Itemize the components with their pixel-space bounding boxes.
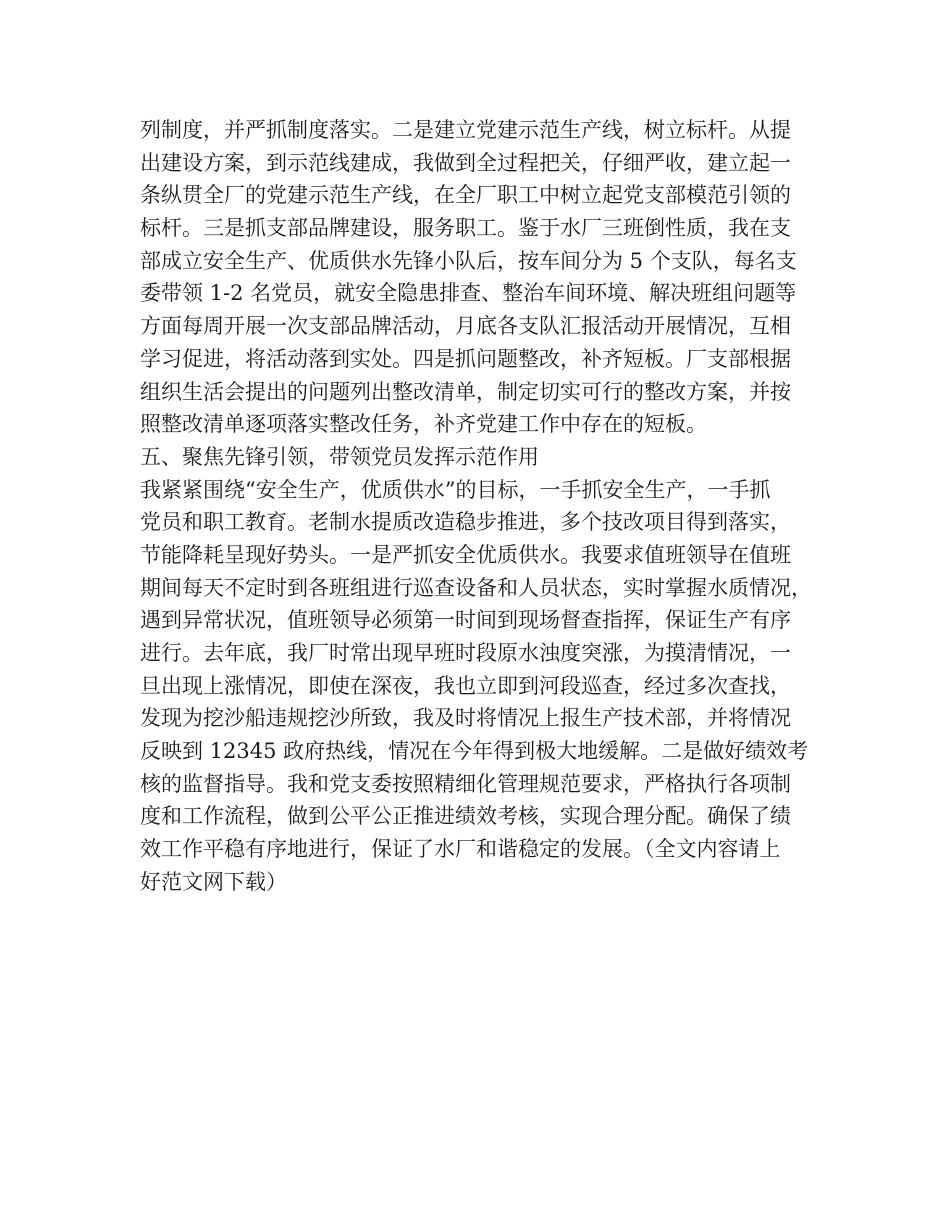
text-line: 方面每周开展一次支部品牌活动，月底各支队汇报活动开展情况，互相	[140, 314, 791, 339]
text-line: 进行。去年底，我厂时常出现早班时段原水浊度突涨，为摸清情况，一	[140, 641, 791, 665]
text-line: 旦出现上涨情况，即使在深夜，我也立即到河段巡查，经过多次查找，	[140, 673, 791, 698]
text-line: 条纵贯全厂的党建示范生产线，在全厂职工中树立起党支部模范引领的	[140, 183, 791, 208]
text-line: 节能降耗呈现好势头。一是严抓安全优质供水。我要求值班领导在值班	[140, 542, 791, 567]
text-line: 列制度，并严抓制度落实。二是建立党建示范生产线，树立标杆。从提	[140, 118, 791, 142]
text-line: 发现为挖沙船违规挖沙所致，我及时将情况上报生产技术部，并将情况	[140, 706, 791, 731]
text-line: 标杆。三是抓支部品牌建设，服务职工。鉴于水厂三班倒性质，我在支	[140, 216, 791, 241]
text-line: 照整改清单逐项落实整改任务，补齐党建工作中存在的短板。	[140, 412, 707, 437]
text-line: 反映到 12345 政府热线，情况在今年得到极大地缓解。二是做好绩效考	[140, 739, 809, 764]
text-line: 遇到异常状况，值班领导必须第一时间到现场督查指挥，保证生产有序	[140, 608, 791, 633]
text-line: 核的监督指导。我和党支委按照精细化管理规范要求，严格执行各项制	[140, 771, 791, 796]
text-line: 我紧紧围绕“安全生产，优质供水”的目标，一手抓安全生产，一手抓	[140, 477, 771, 502]
text-line: 度和工作流程，做到公平公正推进绩效考核，实现合理分配。确保了绩	[140, 804, 791, 829]
text-line: 党员和职工教育。老制水提质改造稳步推进，多个技改项目得到落实，	[140, 510, 791, 535]
body-text	[140, 114, 830, 899]
text-line: 委带领 1-2 名党员，就安全隐患排查、整治车间环境、解决班组问题等	[140, 281, 797, 306]
text-line: 学习促进，将活动落到实处。四是抓问题整改，补齐短板。厂支部根据	[140, 346, 791, 371]
text-line: 出建设方案，到示范线建成，我做到全过程把关，仔细严收，建立起一	[140, 150, 791, 175]
text-line: 期间每天不定时到各班组进行巡查设备和人员状态，实时掌握水质情况，	[140, 575, 812, 600]
text-line: 效工作平稳有序地进行，保证了水厂和谐稳定的发展。（全文内容请上	[140, 837, 781, 862]
text-line: 组织生活会提出的问题列出整改清单，制定切实可行的整改方案，并按	[140, 379, 791, 404]
text-line: 好范文网下载）	[140, 869, 287, 894]
text-line: 部成立安全生产、优质供水先锋小队后，按车间分为 5 个支队，每名支	[140, 248, 797, 273]
section-heading: 五、聚焦先锋引领，带领党员发挥示范作用	[140, 444, 539, 469]
